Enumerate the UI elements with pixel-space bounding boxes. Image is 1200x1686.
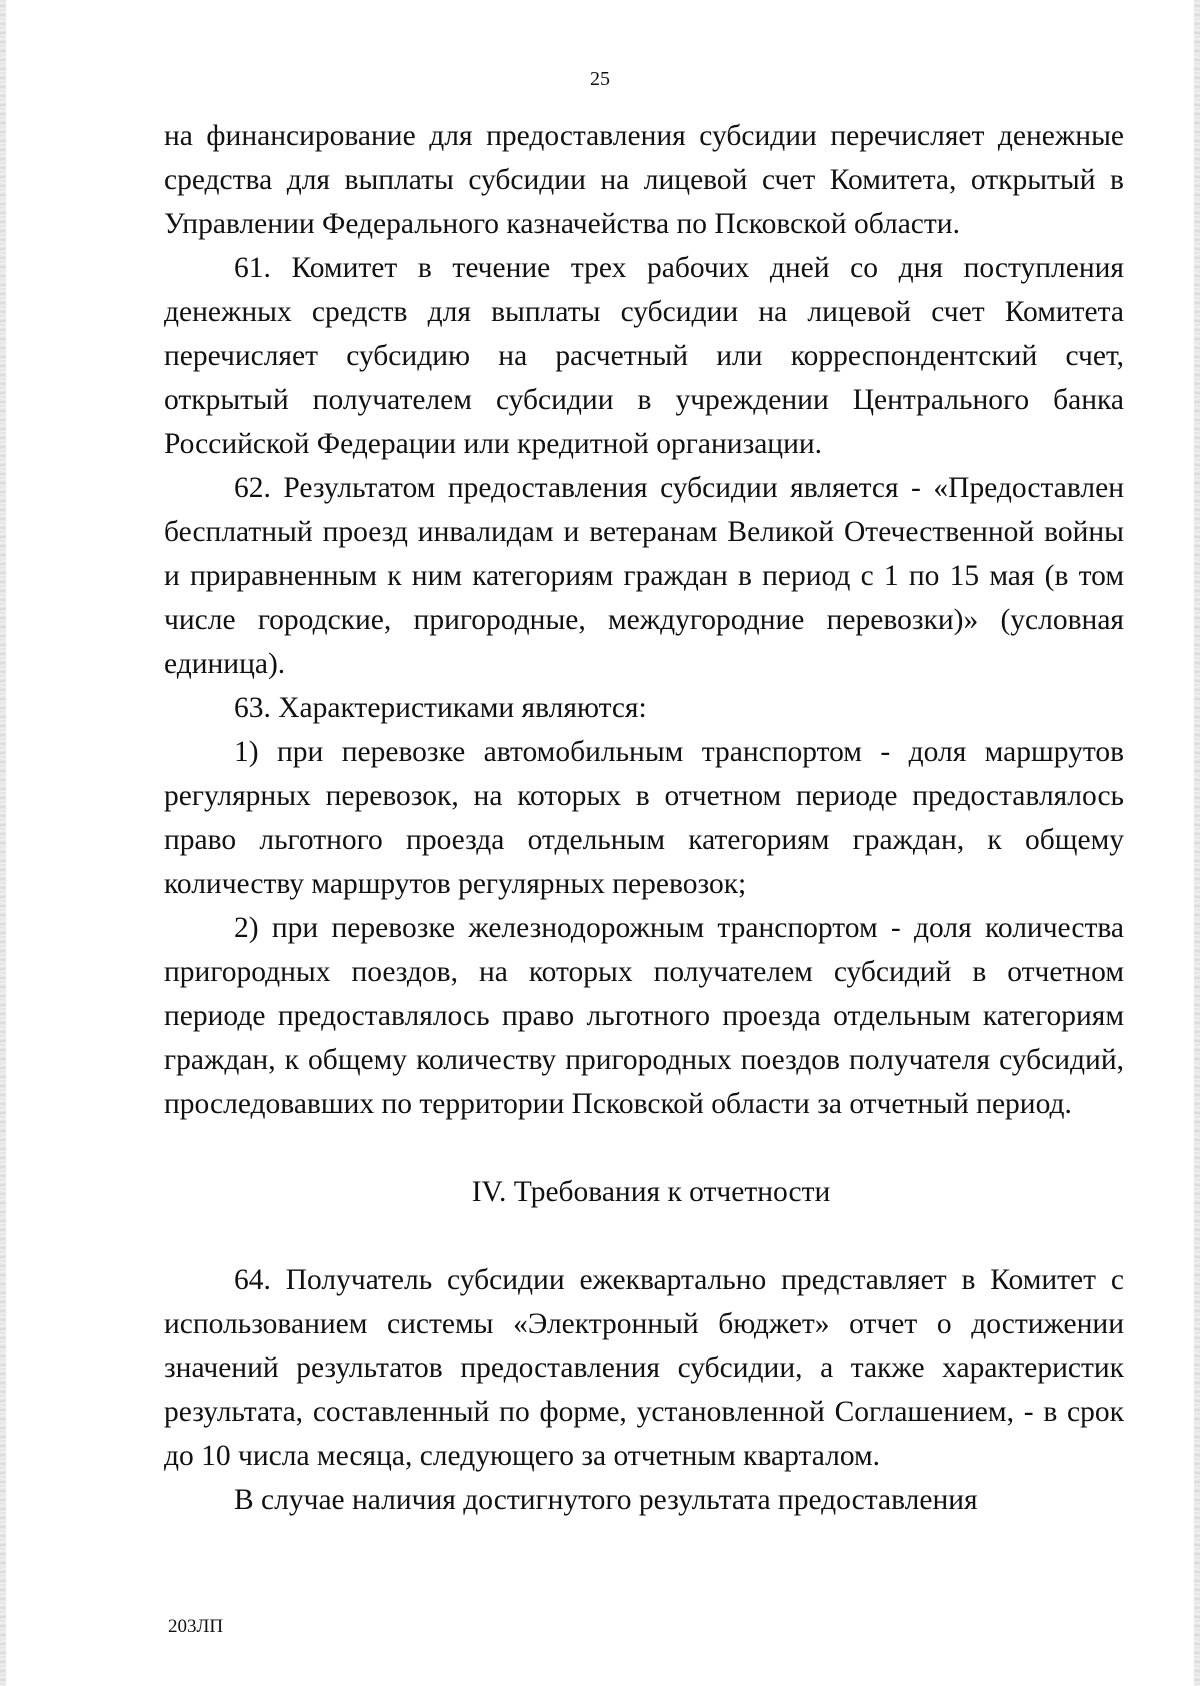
paragraph-continuation: на финансирование для предоставления субсидии перечисляет денежные средства для выплаты субсидии на лицевой счет Комитета, открытый в Управлении Федерального казначейства по Псковской области. xyxy=(164,120,1124,240)
paragraph-62: 62. Результатом предоставления субсидии является - «Предоставлен бесплатный проезд инвалидам и ветеранам Великой Отечественной войны и приравненным к ним категориям граждан в период с 1 по 15 мая (в том числе городские, пригородные, междугородние перевозки)» (условная единица). xyxy=(164,472,1124,680)
scan-edge-right xyxy=(1194,0,1200,1686)
footer-document-code: 203ЛП xyxy=(168,1616,224,1637)
paragraph-63-item-2: 2) при перевозке железнодорожным транспортом - доля количества пригородных поездов, на которых получателем субсидий в отчетном периоде предоставлялось право льготного проезда отдельным категориям граждан, к общему количеству пригородных поездов получателя субсидий, проследовавших по территории Псковской области за отчетный период. xyxy=(164,912,1124,1120)
paragraph-63-item-1: 1) при перевозке автомобильным транспортом - доля маршрутов регулярных перевозок, на которых в отчетном периоде предоставлялось право льготного проезда отдельным категориям граждан, к общему количеству маршрутов регулярных перевозок; xyxy=(164,736,1124,900)
section-heading: IV. Требования к отчетности xyxy=(471,1176,831,1208)
page-number: 25 xyxy=(590,68,610,90)
paragraph-64: 64. Получатель субсидии ежеквартально представляет в Комитет с использованием системы «Электронный бюджет» отчет о достижении значений результатов предоставления субсидии, а также характеристик результата, составленный по форме, установленной Соглашением, - в срок до 10 числа месяца, следующего за отчетным кварталом. xyxy=(164,1264,1124,1472)
paragraph-63: 63. Характеристиками являются: xyxy=(234,692,647,724)
scan-edge-left xyxy=(0,0,6,1686)
paragraph-65-start: В случае наличия достигнутого результата предоставления xyxy=(234,1484,978,1516)
document-body xyxy=(164,114,1124,1522)
paragraph-61: 61. Комитет в течение трех рабочих дней со дня поступления денежных средств для выплаты субсидии на лицевой счет Комитета перечисляет субсидию на расчетный или корреспондентский счет, открытый получателем субсидии в учреждении Центрального банка Российской Федерации или кредитной организации. xyxy=(164,252,1124,460)
